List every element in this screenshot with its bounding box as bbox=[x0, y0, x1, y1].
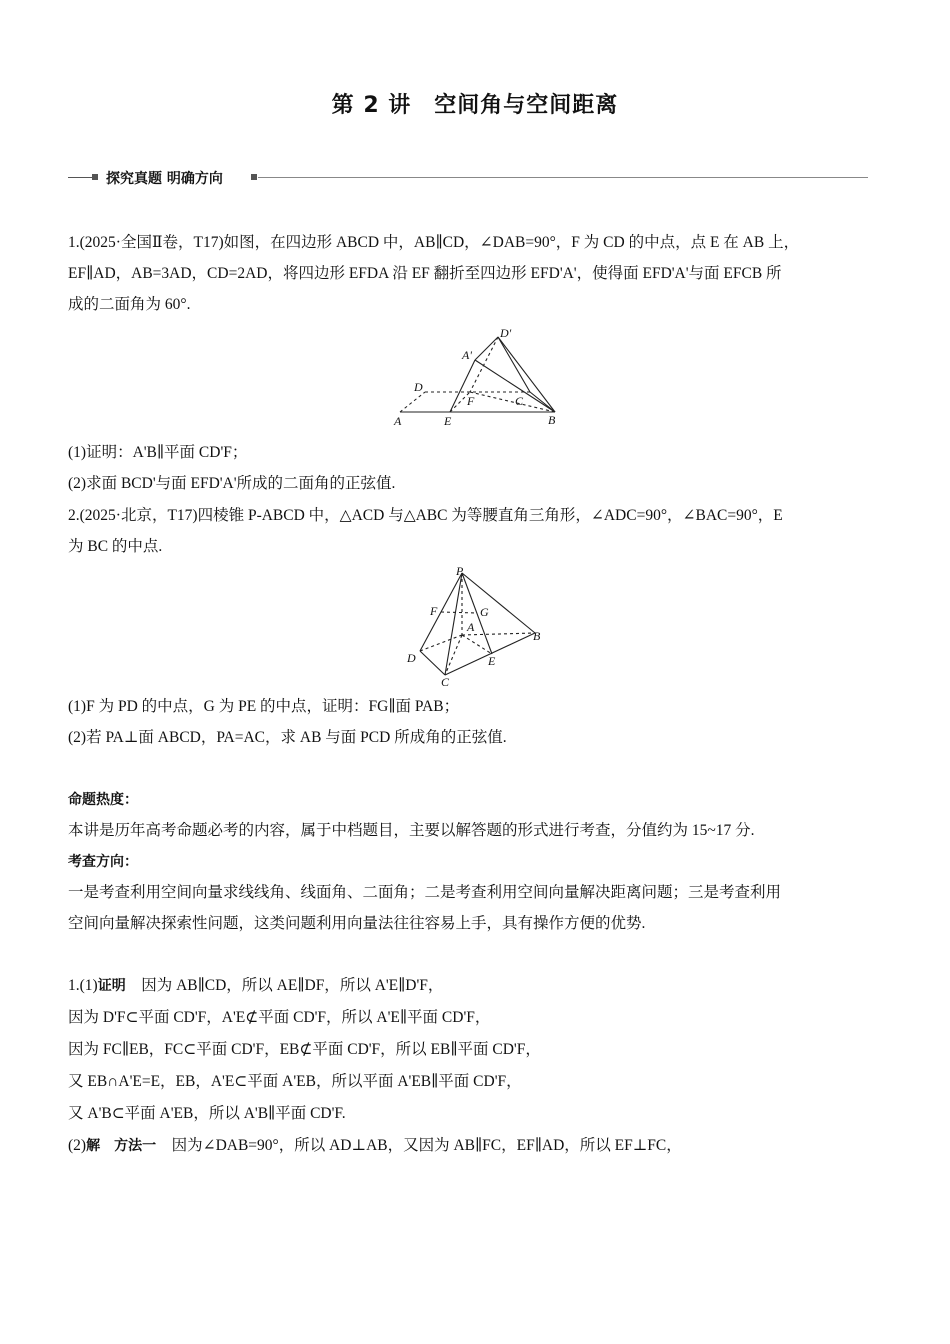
solution-line3: 因为 FC∥EB，FC⊂平面 CD'F，EB⊄平面 CD'F，所以 EB∥平面 CD'F， bbox=[68, 1041, 541, 1058]
q2-label-P: P bbox=[456, 564, 464, 578]
solution-1-prefix: 1.(1) bbox=[68, 977, 98, 994]
square-marker-icon bbox=[92, 174, 98, 180]
q2-label-C: C bbox=[441, 675, 450, 688]
q1-stem-line3: 成的二面角为 60°. bbox=[68, 296, 191, 313]
q2-edge-AC bbox=[445, 635, 462, 675]
q2-edge-FG bbox=[441, 612, 477, 613]
divider-left bbox=[68, 177, 92, 178]
q1-label-A1: A' bbox=[462, 348, 472, 362]
solution-line6 bbox=[68, 1130, 886, 1162]
q2-figure bbox=[400, 563, 550, 688]
q2-label-D: D bbox=[407, 651, 416, 665]
solution-2-tag: 解 方法一 bbox=[86, 1138, 157, 1154]
q2-part2: (2)若 PA⊥面 ABCD，PA=AC，求 AB 与面 PCD 所成角的正弦值. bbox=[68, 729, 507, 746]
q1-label-D: D bbox=[414, 380, 423, 394]
q1-edge-D1F bbox=[470, 337, 498, 392]
q1-edge-AD bbox=[400, 392, 425, 412]
q1-part1: (1)证明：A'B∥平面 CD'F； bbox=[68, 444, 248, 461]
q2-edge-AE bbox=[462, 635, 492, 654]
square-marker-icon bbox=[251, 174, 257, 180]
q2-part1: (1)F 为 PD 的中点，G 为 PE 的中点，证明：FG∥面 PAB； bbox=[68, 698, 460, 715]
solution-2-prefix: (2) bbox=[68, 1137, 87, 1154]
solution-line2: 因为 D'F⊂平面 CD'F，A'E⊄平面 CD'F，所以 A'E∥平面 CD'F， bbox=[68, 1009, 491, 1026]
solution-line1 bbox=[68, 970, 886, 1002]
q2-label-B: B bbox=[533, 629, 541, 643]
q1-stem-line1: 1.(2025·全国Ⅱ卷，T17)如图，在四边形 ABCD 中，AB∥CD，∠DAB=90°，F 为 CD 的中点，点 E 在 AB 上， bbox=[68, 234, 800, 251]
direction-line2: 空间向量解决探索性问题，这类问题利用向量法往往容易上手，具有操作方便的优势. bbox=[68, 915, 646, 932]
divider-right bbox=[258, 177, 868, 178]
q1-label-D1: D' bbox=[500, 326, 512, 340]
heat-label: 命题热度： bbox=[68, 792, 138, 808]
direction-line1: 一是考查利用空间向量求线线角、线面角、二面角；二是考查利用空间向量解决距离问题；三是考查利用 bbox=[68, 884, 782, 901]
q2-label-E: E bbox=[488, 654, 496, 668]
q1-edge-D1C bbox=[498, 337, 530, 392]
q2-edge-DC bbox=[420, 651, 445, 675]
heat-text: 本讲是历年高考命题必考的内容，属于中档题目，主要以解答题的形式进行考查，分值约为 15~17 分. bbox=[68, 822, 755, 839]
q1-label-A: A bbox=[394, 414, 402, 428]
q1-stem-line2: EF∥AD，AB=3AD，CD=2AD，将四边形 EFDA 沿 EF 翻折至四边形 EFD'A'，使得面 EFD'A'与面 EFCB 所 bbox=[68, 265, 782, 282]
section-header-label: 探究真题 明确方向 bbox=[106, 171, 223, 187]
q1-edge-A1D1 bbox=[475, 337, 498, 360]
solution-2-text: 因为∠DAB=90°，所以 AD⊥AB，又因为 AB∥FC，EF∥AD，所以 EF⊥FC， bbox=[156, 1137, 682, 1154]
q2-stem-line1: 2.(2025·北京，T17)四棱锥 P-ABCD 中，△ACD 与△ABC 为等腰直角三角形，∠ADC=90°，∠BAC=90°，E bbox=[68, 507, 783, 524]
q2-label-G: G bbox=[480, 605, 489, 619]
solution-1-text: 因为 AB∥CD，所以 AE∥DF，所以 A'E∥D'F， bbox=[125, 977, 444, 994]
q2-label-A: A bbox=[467, 620, 475, 634]
section-header bbox=[68, 168, 868, 188]
q1-label-E: E bbox=[444, 414, 452, 428]
solution-1-tag: 证明 bbox=[97, 978, 126, 994]
page-title: 第 2 讲 空间角与空间距离 bbox=[331, 93, 619, 118]
direction-label: 考查方向： bbox=[68, 854, 138, 870]
q1-figure bbox=[390, 325, 570, 430]
q2-stem-line2: 为 BC 的中点. bbox=[68, 538, 163, 555]
q1-part2: (2)求面 BCD'与面 EFD'A'所成的二面角的正弦值. bbox=[68, 475, 396, 492]
solution-line4: 又 EB∩A'E=E，EB，A'E⊂平面 A'EB，所以平面 A'EB∥平面 CD'F， bbox=[68, 1073, 522, 1090]
q1-label-C: C bbox=[515, 394, 524, 408]
q1-label-F: F bbox=[467, 394, 475, 408]
q1-label-B: B bbox=[548, 413, 556, 427]
q2-label-F: F bbox=[430, 604, 438, 618]
solution-line5: 又 A'B⊂平面 A'EB，所以 A'B∥平面 CD'F. bbox=[68, 1105, 346, 1122]
